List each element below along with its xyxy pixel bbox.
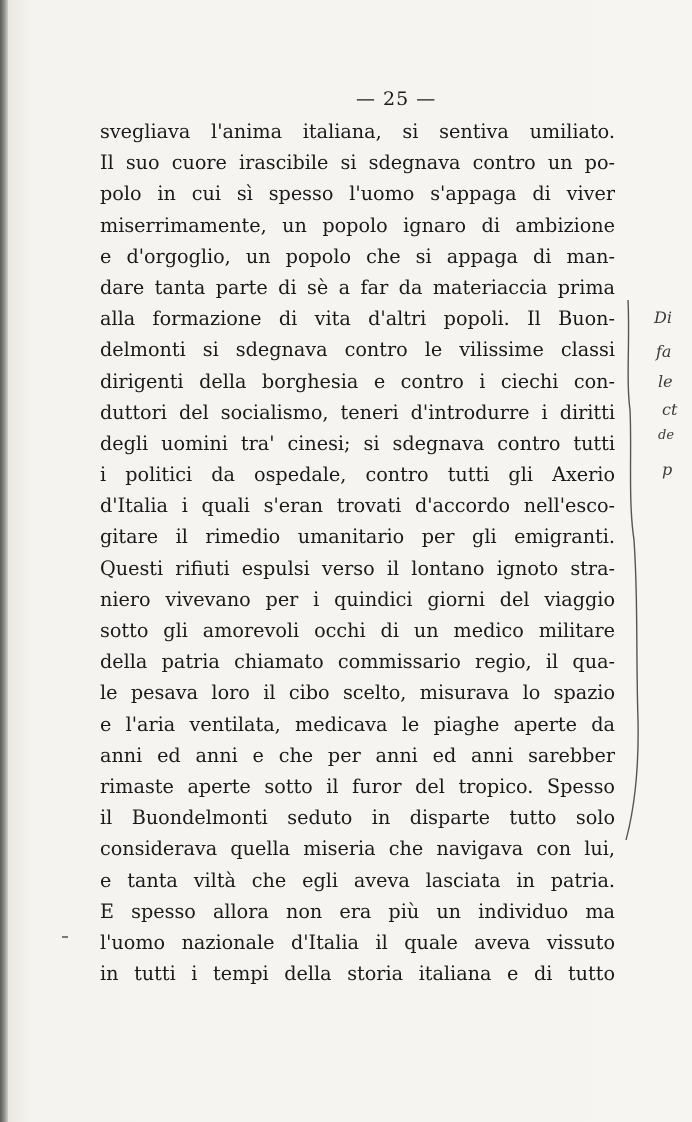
text-line: dare tanta parte di sè a far da materiaccia prima: [100, 275, 615, 299]
text-line: e l'aria ventilata, medicava le piaghe aperte da: [100, 712, 615, 736]
text-line: l'uomo nazionale d'Italia il quale aveva vissuto: [100, 930, 615, 954]
binding-edge: [0, 0, 8, 1122]
text-line: delmonti si sdegnava contro le vilissime classi: [100, 338, 615, 362]
margin-note-text: ct: [662, 400, 678, 419]
text-line: considerava quella miseria che navigava con lui,: [100, 837, 615, 861]
text-line: degli uomini tra' cinesi; si sdegnava contro tutti: [100, 431, 615, 455]
text-line: in tutti i tempi della storia italiana e di tutto: [100, 962, 615, 986]
margin-note-text: le: [658, 372, 673, 391]
text-line: le pesava loro il cibo scelto, misurava lo spazio: [100, 681, 615, 705]
text-line: polo in cui sì spesso l'uomo s'appaga di viver: [100, 182, 615, 206]
margin-dash-mark: [62, 936, 68, 938]
text-line: alla formazione di vita d'altri popoli. Il Buon-: [100, 307, 615, 331]
text-line: della patria chiamato commissario regio, il qua-: [100, 650, 615, 674]
text-line: gitare il rimedio umanitario per gli emigranti.: [100, 525, 615, 549]
margin-note-text: fa: [656, 342, 672, 361]
handwritten-margin-notes: [622, 300, 692, 860]
body-text: [100, 116, 615, 989]
text-line: dirigenti della borghesia e contro i ciechi con-: [100, 369, 615, 393]
text-line: E spesso allora non era più un individuo ma: [100, 899, 615, 923]
text-line: Il suo cuore irascibile si sdegnava contro un po-: [100, 151, 615, 175]
text-line: sotto gli amorevoli occhi di un medico militare: [100, 619, 615, 642]
text-line: e tanta viltà che egli aveva lasciata in patria.: [100, 868, 615, 892]
text-line: rimaste aperte sotto il furor del tropico. Spesso: [100, 774, 615, 798]
text-line: svegliava l'anima italiana, si sentiva umiliato.: [100, 120, 615, 143]
margin-bracket-line: [622, 300, 692, 860]
text-line: niero vivevano per i quindici giorni del viaggio: [100, 587, 615, 611]
text-line: Questi rifiuti espulsi verso il lontano ignoto stra-: [100, 556, 615, 580]
text-line: il Buondelmonti seduto in disparte tutto solo: [100, 806, 615, 830]
margin-note-text: de: [658, 428, 675, 443]
text-line: i politici da ospedale, contro tutti gli Axerio: [100, 463, 615, 487]
page-number: — 25 —: [356, 88, 437, 110]
text-line: anni ed anni e che per anni ed anni sarebber: [100, 743, 615, 767]
margin-note-text: Di: [654, 308, 672, 327]
text-line: miserrimamente, un popolo ignaro di ambizione: [100, 213, 615, 237]
text-line: duttori del socialismo, teneri d'introdurre i diritti: [100, 400, 615, 424]
text-line: d'Italia i quali s'eran trovati d'accordo nell'esco-: [100, 494, 615, 518]
margin-note-text: p: [662, 460, 673, 479]
text-line: e d'orgoglio, un popolo che si appaga di man-: [100, 244, 615, 268]
